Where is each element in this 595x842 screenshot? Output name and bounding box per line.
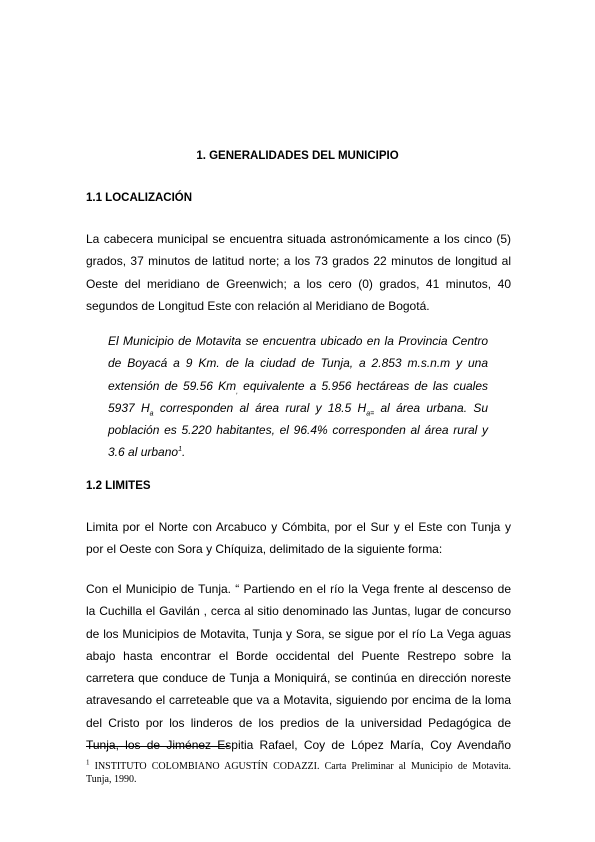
text-line: por el Oeste con Sora y Chíquiza, delimitado de la siguiente forma:: [86, 542, 443, 557]
text-line: abajo hasta encontrar el Borde occidental del Puente Restrepo sobre la: [86, 648, 511, 663]
quote-line: población es 5.220 habitantes, el 96.4% corresponden al área rural y: [108, 423, 488, 438]
text-line: Con el Municipio de Tunja. “ Partiendo en el río la Vega frente al descenso de: [86, 582, 511, 596]
heading-limites: 1.2 LIMITES: [86, 480, 151, 492]
quote-text: 3.6 al urbano: [108, 445, 179, 460]
quote-line-6: [108, 441, 488, 463]
footnote-text: INSTITUTO COLOMBIANO AGUSTÍN CODAZZI. Carta Preliminar al Municipio de Motavita.: [89, 761, 511, 772]
text-line: carretera que conduce de Tunja a Moniquirá, se continúa en dirección noreste: [86, 671, 511, 686]
text-line: atravesando el carreteable que va a Motavita, siguiendo por encima de la loma: [86, 693, 511, 708]
footnote: [86, 760, 511, 786]
text-line: Oeste del meridiano de Greenwich; a los cero (0) grados, 41 minutos, 40: [86, 276, 511, 291]
quote-text: corresponden al área rural y 18.5 H: [153, 400, 367, 415]
paragraph-limites-2: [86, 578, 511, 756]
text-line: de los Municipios de Motavita, Tunja y Sora, se sigue por el río La Vega aguas: [86, 626, 511, 641]
footnote-reference[interactable]: 1: [178, 446, 182, 454]
footnote-separator: [86, 746, 229, 747]
text-line: grados, 37 minutos de latitud norte; a los 73 grados 22 minutos de longitud al: [86, 254, 511, 269]
footnote-line: [86, 760, 511, 773]
page-title: 1. GENERALIDADES DEL MUNICIPIO: [196, 150, 399, 162]
quote-line: El Municipio de Motavita se encuentra ubicado en la Provincia Centro: [108, 334, 488, 348]
quote-text: extensión de 59.56 Km: [108, 378, 237, 393]
quote-line: de Boyacá a 9 Km. de la ciudad de Tunja, a 2.853 m.s.n.m y una: [108, 356, 488, 371]
quote-block: [108, 330, 488, 464]
text-line: la Cuchilla el Gavilán , cerca al sitio denominado las Juntas, lugar de concurso: [86, 604, 511, 619]
paragraph-localizacion: [86, 228, 511, 317]
quote-line-4: [108, 397, 488, 419]
subscript: ,: [236, 387, 239, 395]
text-line: La cabecera municipal se encuentra situada astronómicamente a los cinco (5): [86, 232, 511, 246]
footnote-number: 1: [86, 758, 90, 767]
subscript: a=: [366, 410, 375, 418]
text-line: segundos de Longitud Este con relación al Meridiano de Bogotá.: [86, 298, 430, 313]
text-line: Limita por el Norte con Arcabuco y Cómbita, por el Sur y el Este con Tunja y: [86, 520, 511, 534]
heading-localizacion: 1.1 LOCALIZACIÓN: [86, 192, 193, 204]
text-line: del Cristo por los linderos de los predios de la universidad Pedagógica de: [86, 715, 511, 730]
quote-text: 5937 H: [108, 400, 150, 415]
quote-text: al área urbana. Su: [374, 400, 488, 415]
paragraph-limites-1: [86, 516, 511, 561]
text-line: Tunja, los de Jiménez Espitia Rafael, Coy de López María, Coy Avendaño: [86, 738, 511, 753]
quote-text: .: [181, 445, 186, 460]
footnote-line: Tunja, 1990.: [86, 774, 137, 785]
quote-text: equivalente a 5.956 hectáreas de las cuales: [238, 378, 489, 393]
quote-line-3: [108, 375, 488, 397]
subscript: a: [149, 410, 154, 418]
